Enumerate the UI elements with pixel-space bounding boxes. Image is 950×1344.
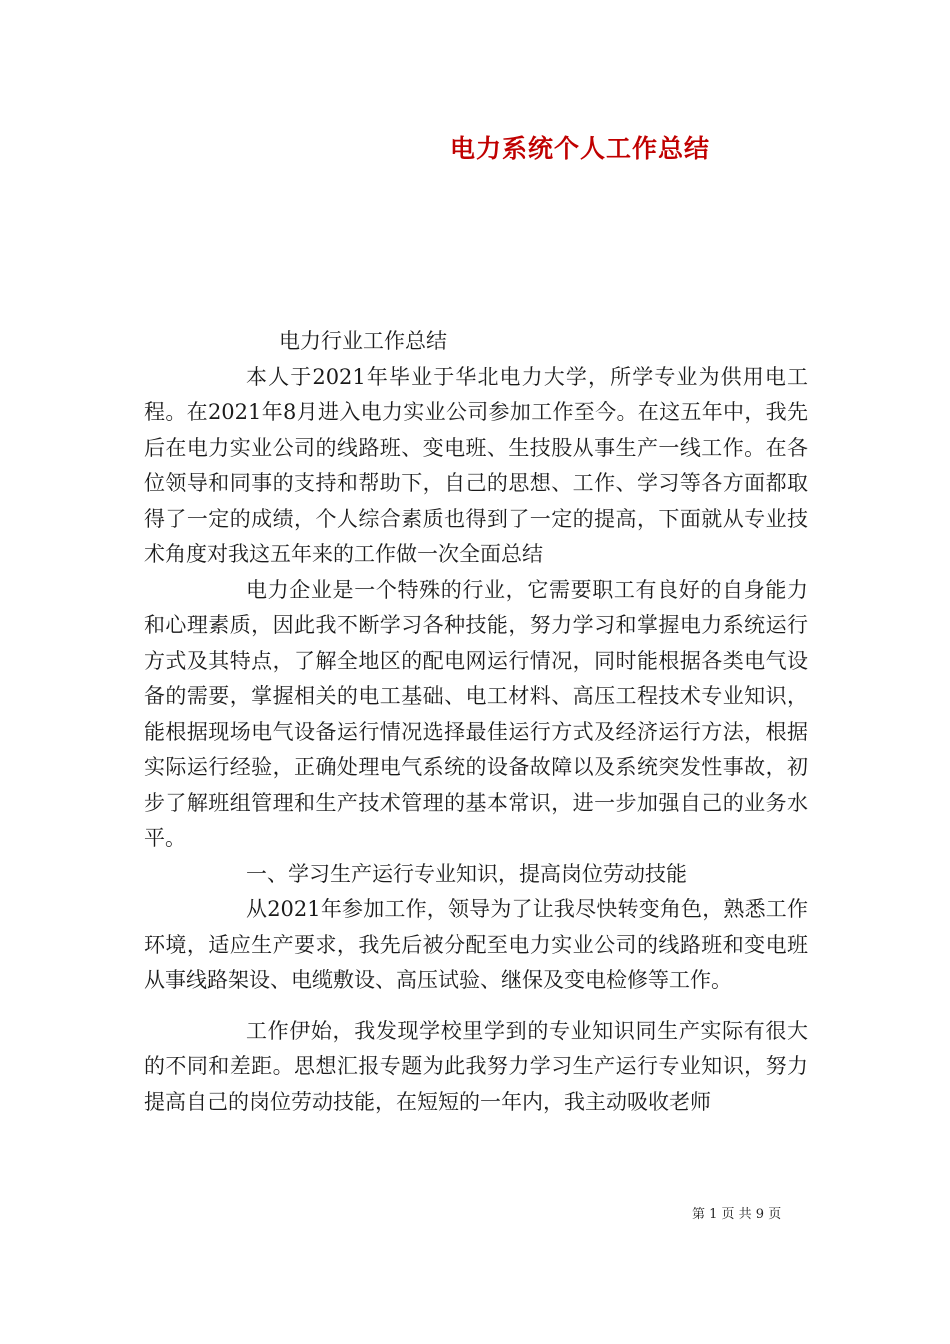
page-number-footer: 第 1 页 共 9 页 xyxy=(692,1207,782,1222)
document-subtitle: 电力行业工作总结 xyxy=(279,329,447,353)
section-heading-1: 一、学习生产运行专业知识，提高岗位劳动技能 xyxy=(246,861,687,886)
document-title: 电力系统个人工作总结 xyxy=(449,134,710,163)
paragraph-learning: 工作伊始，我发现学校里学到的专业知识同生产实际有很大的不同和差距。思想汇报专题为此我努力学习生产运行专业知识，努力提高自己的岗位劳动技能，在短短的一年内，我主动吸收老师 xyxy=(144,1018,808,1114)
paragraph-work-start: 从2021年参加工作，领导为了让我尽快转变角色，熟悉工作环境，适应生产要求，我先后被分配至电力实业公司的线路班和变电班从事线路架设、电缆敷设、高压试验、继保及变电检修等工作。 xyxy=(144,897,808,992)
paragraph-intro: 本人于2021年毕业于华北电力大学，所学专业为供用电工程。在2021年8月进入电力实业公司参加工作至今。在这五年中，我先后在电力实业公司的线路班、变电班、生技股从事生产一线工作。在各位领导和同事的支持和帮助下，自己的思想、工作、学习等各方面都取得了一定的成绩，个人综合素质也得到了一定的提高，下面就从专业技术角度对我这五年来的工作做一次全面总结 xyxy=(144,364,808,566)
paragraph-industry: 电力企业是一个特殊的行业，它需要职工有良好的自身能力和心理素质，因此我不断学习各种技能，努力学习和掌握电力系统运行方式及其特点，了解全地区的配电网运行情况，同时能根据各类电气设备的需要，掌握相关的电工基础、电工材料、高压工程技术专业知识，能根据现场电气设备运行情况选择最佳运行方式及经济运行方法，根据实际运行经验，正确处理电气系统的设备故障以及系统突发性事故，初步了解班组管理和生产技术管理的基本常识，进一步加强自己的业务水平。 xyxy=(144,577,808,850)
document-body xyxy=(144,324,808,1120)
